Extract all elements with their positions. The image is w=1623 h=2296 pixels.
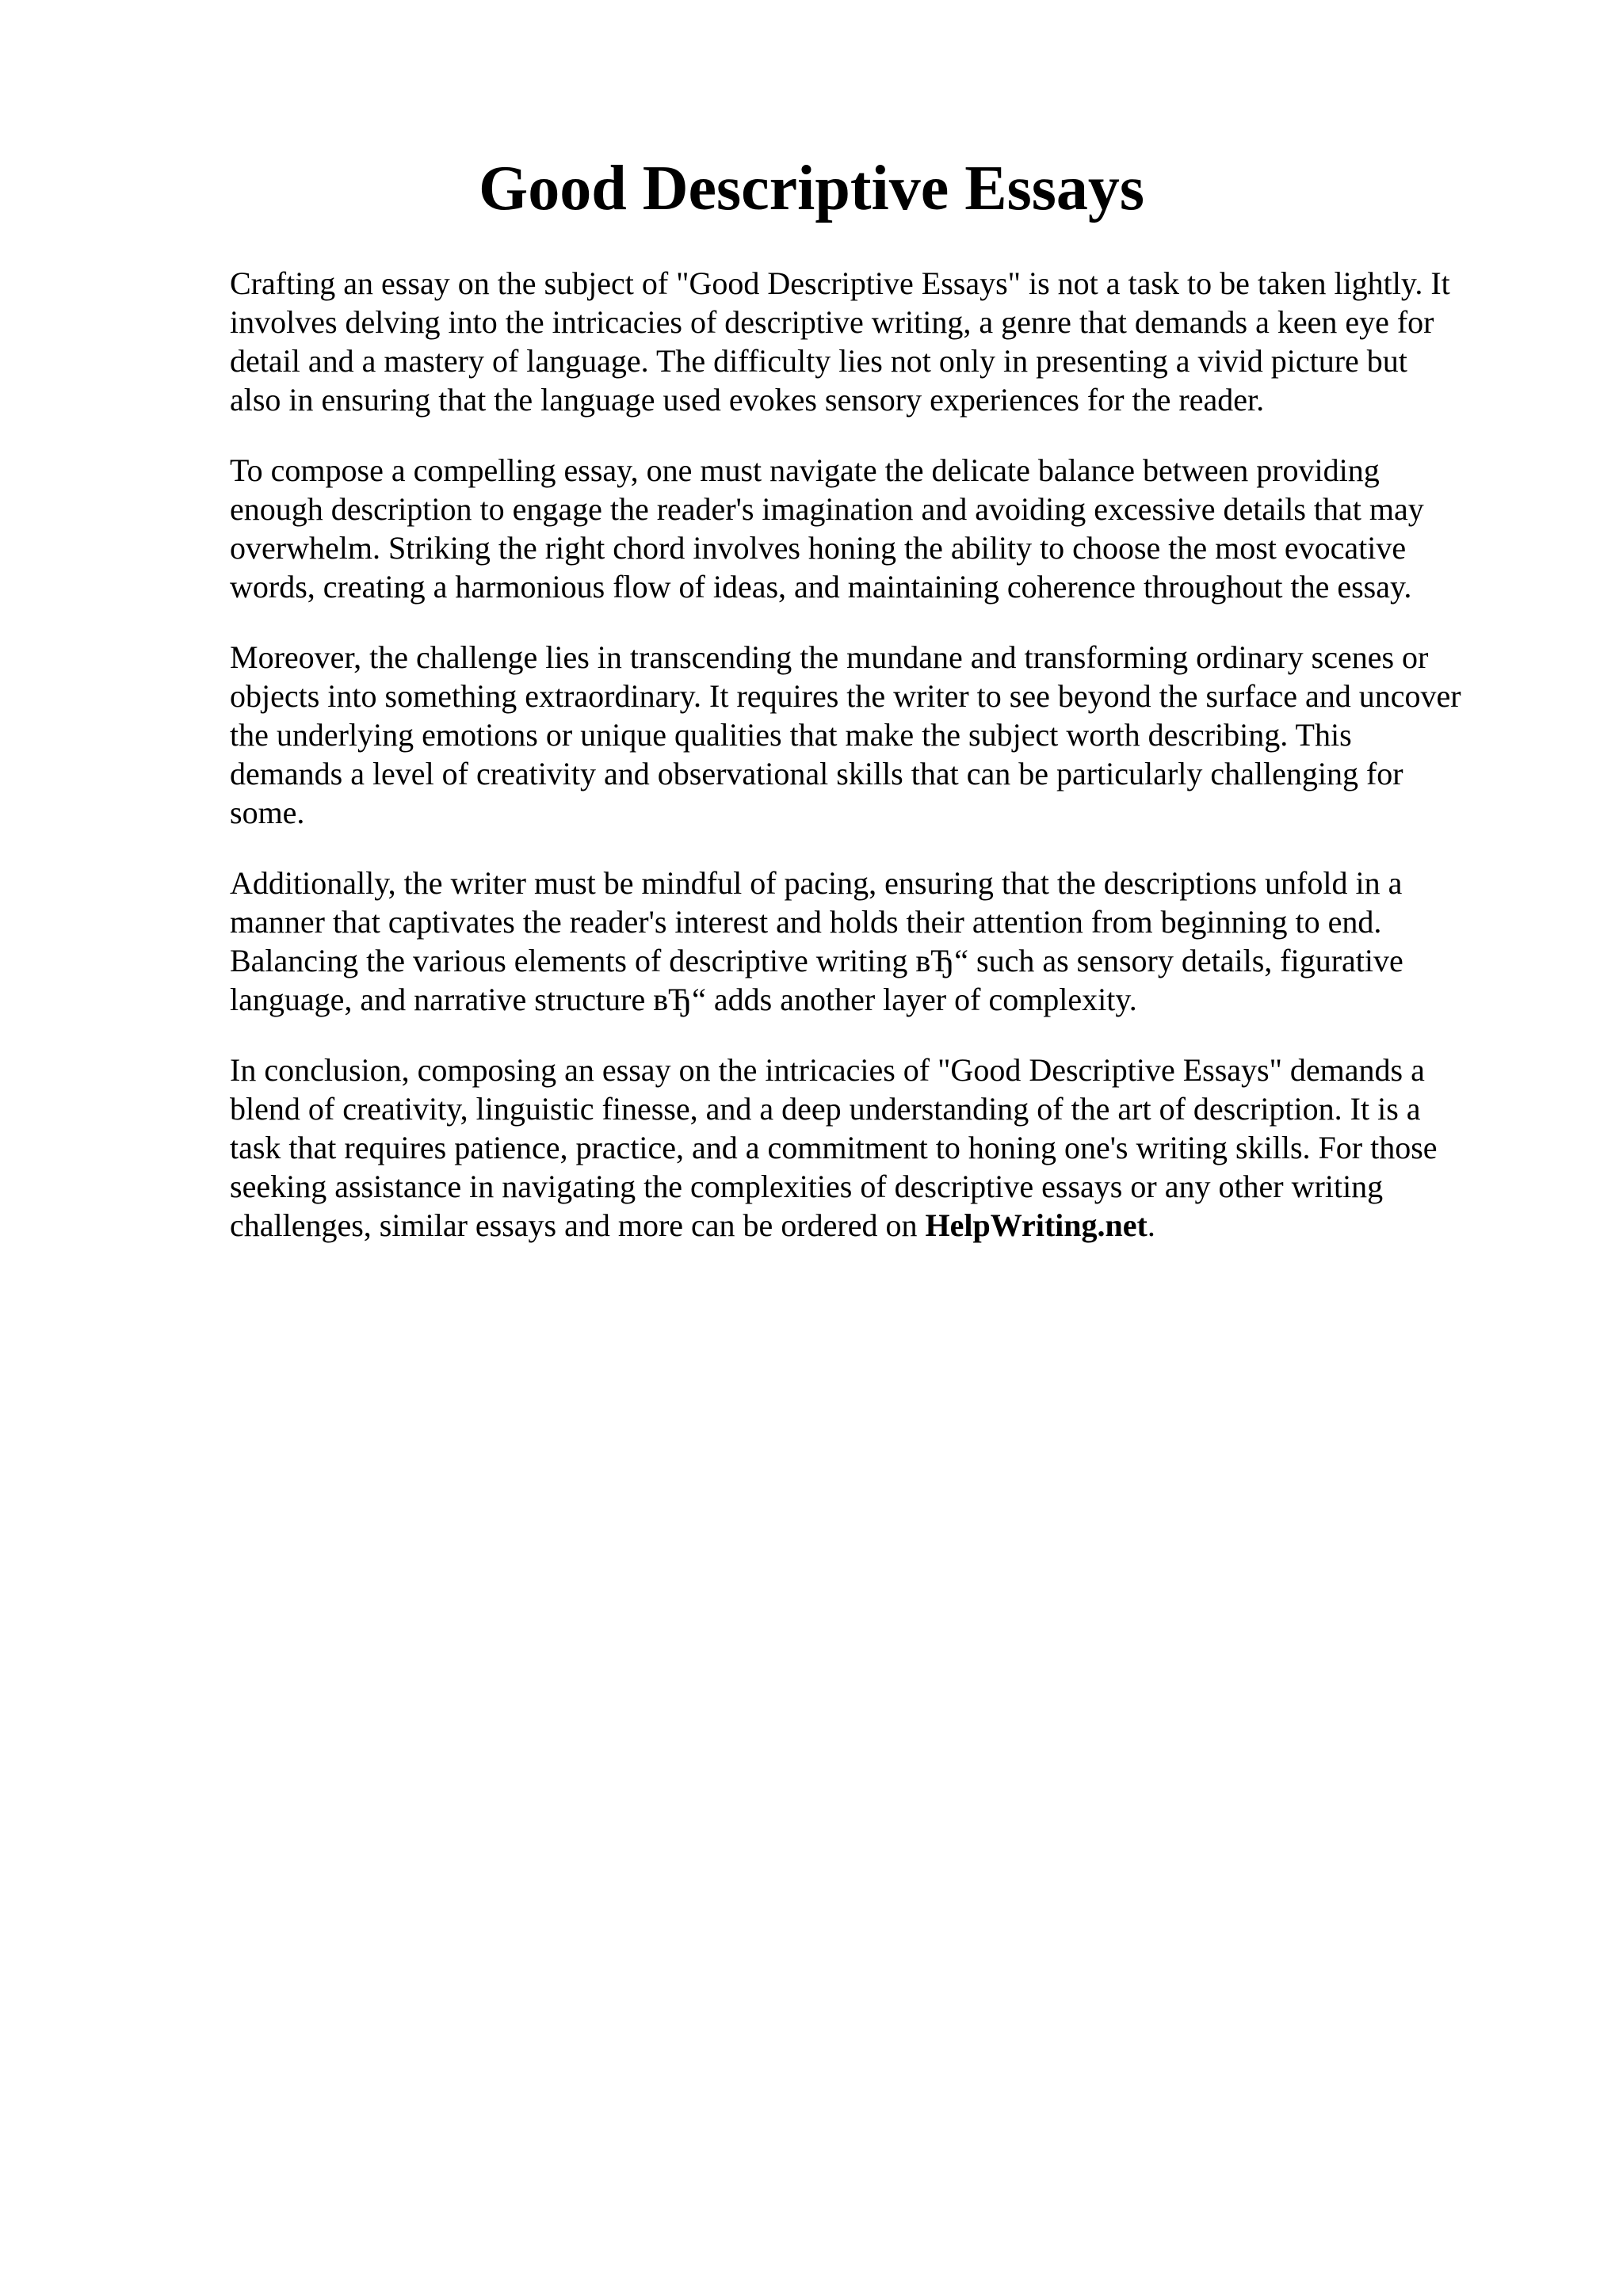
text-line: Moreover, the challenge lies in transcending the mundane and transforming ordinary scenes or	[230, 639, 1429, 675]
text-line: manner that captivates the reader's interest and holds their attention from beginning to end.	[230, 904, 1382, 940]
document-body	[230, 264, 1529, 1276]
text-line-final	[230, 1206, 1529, 1245]
text-line: the underlying emotions or unique qualities that make the subject worth describing. This	[230, 717, 1352, 753]
text-line: Crafting an essay on the subject of "Good Descriptive Essays" is not a task to be taken lightly. It	[230, 265, 1450, 301]
text-line: task that requires patience, practice, and a commitment to honing one's writing skills. For those	[230, 1130, 1438, 1165]
text-line: objects into something extraordinary. It requires the writer to see beyond the surface and uncover	[230, 678, 1461, 714]
text-line: words, creating a harmonious flow of ideas, and maintaining coherence throughout the essay.	[230, 569, 1412, 605]
document-title: Good Descriptive Essays	[479, 154, 1144, 223]
helpwriting-link[interactable]: HelpWriting.net	[925, 1207, 1148, 1243]
text-line: detail and a mastery of language. The difficulty lies not only in presenting a vivid picture but	[230, 343, 1407, 379]
text-line: Balancing the various elements of descriptive writing вЂ“ such as sensory details, figurative	[230, 943, 1403, 978]
paragraph-3	[230, 638, 1529, 832]
text-line: In conclusion, composing an essay on the intricacies of "Good Descriptive Essays" demands a	[230, 1052, 1425, 1088]
text-line: overwhelm. Striking the right chord involves honing the ability to choose the most evocative	[230, 530, 1407, 566]
paragraph-5	[230, 1051, 1529, 1245]
final-period: .	[1147, 1207, 1155, 1243]
text-line: language, and narrative structure вЂ“ adds another layer of complexity.	[230, 982, 1137, 1017]
text-line: also in ensuring that the language used evokes sensory experiences for the reader.	[230, 382, 1265, 418]
paragraph-1	[230, 264, 1529, 419]
text-line: some.	[230, 795, 305, 830]
paragraph-2	[230, 451, 1529, 606]
text-line: Additionally, the writer must be mindful of pacing, ensuring that the descriptions unfold in a	[230, 865, 1403, 901]
text-line: blend of creativity, linguistic finesse, and a deep understanding of the art of description. It is a	[230, 1091, 1421, 1127]
final-line-text: challenges, similar essays and more can be ordered on	[230, 1207, 926, 1243]
text-line: enough description to engage the reader's imagination and avoiding excessive details that may	[230, 491, 1424, 527]
text-line: demands a level of creativity and observational skills that can be particularly challenging for	[230, 756, 1403, 791]
text-line: To compose a compelling essay, one must navigate the delicate balance between providing	[230, 452, 1380, 488]
text-line: involves delving into the intricacies of descriptive writing, a genre that demands a keen eye for	[230, 304, 1434, 340]
text-line: seeking assistance in navigating the complexities of descriptive essays or any other writing	[230, 1169, 1384, 1204]
paragraph-4	[230, 864, 1529, 1019]
